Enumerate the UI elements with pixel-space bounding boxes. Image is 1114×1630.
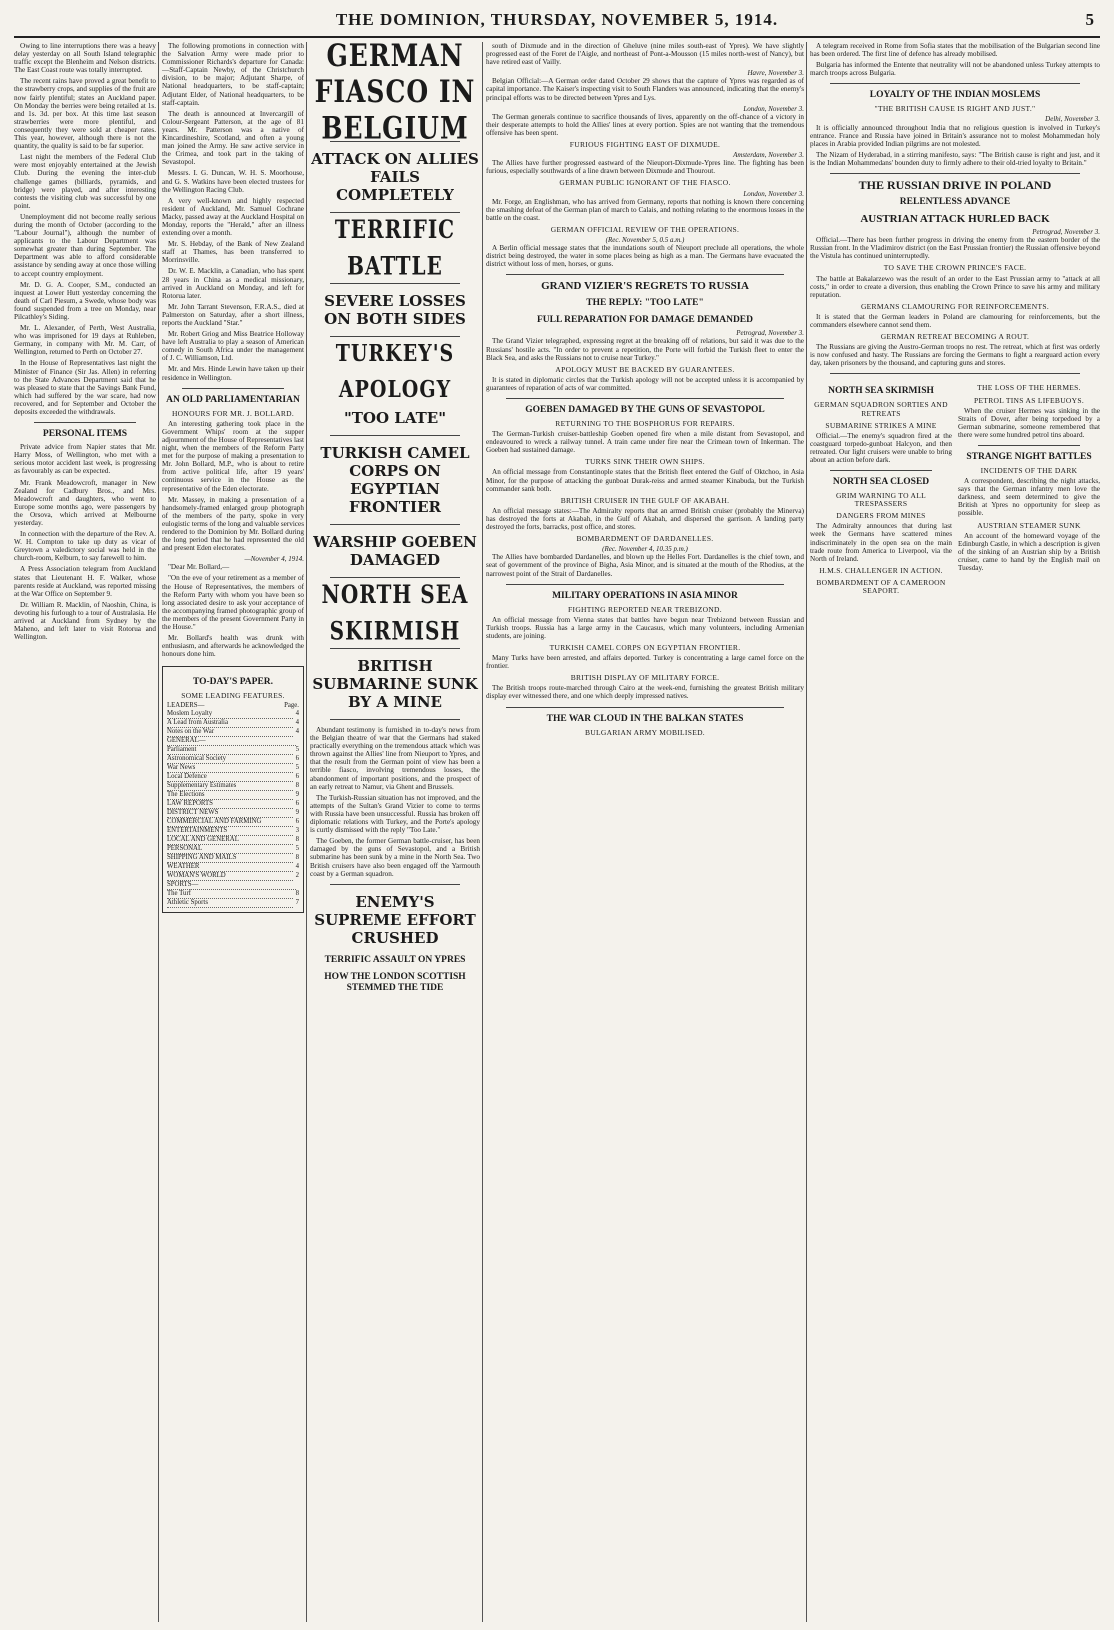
feature-name: Athletic Sports <box>167 899 293 908</box>
feature-row <box>167 719 299 728</box>
section-heading: AN OLD PARLIAMENTARIAN <box>166 394 300 405</box>
column-2 <box>162 42 304 1622</box>
section-heading: APOLOGY MUST BE BACKED BY GUARANTEES. <box>555 364 735 374</box>
feature-page: 5 <box>295 746 299 754</box>
section-subheading: TERRIFIC ASSAULT ON YPRES <box>324 954 466 965</box>
two-column-split <box>810 380 1100 597</box>
feature-row <box>167 800 299 809</box>
news-paragraph: Mr. D. G. A. Cooper, S.M., conducted an inquest at Lower Hutt yesterday concerning the death of Carl Piesum, a Swede, whose body was found suspended from a tree on Monday, near Pilcathley's Siding. <box>14 280 156 321</box>
news-paragraph: An official message states:—The Admiralty reports that an armed British cruiser (probably the Minerva) has destroyed the forts at Akabah, in the Gulf of Akabah, and dispersed the garrison. A landing party destroyed the forts, barracks, post office, and stores. <box>486 506 804 532</box>
feature-name: The Elections <box>167 791 293 800</box>
feature-row <box>167 782 299 791</box>
feature-page: 4 <box>295 728 299 736</box>
feature-page: 4 <box>295 710 299 718</box>
news-paragraph: It is stated in diplomatic circles that the Turkish apology will not be accepted unless it is accompanied by guarantees of reparation of acts of war committed. <box>486 375 804 392</box>
news-paragraph: Mr. Frank Meadowcroft, manager in New Zealand for Cadbury Bros., and Mrs. Meadowcroft and daughters, who went to Europe some months ago, were passengers by the Orsova, which arrived at Melbourne yesterday. <box>14 478 156 527</box>
section-heading: BOMBARDMENT OF DARDANELLES. <box>576 534 714 544</box>
section-subheading: BOMBARDMENT OF A CAMEROON SEAPORT. <box>816 577 946 596</box>
headline-deck: WARSHIP GOEBEN DAMAGED <box>313 533 477 569</box>
page-number: 5 <box>1085 10 1094 29</box>
feature-row <box>167 890 299 899</box>
feature-name: Moslem Loyalty <box>167 710 293 719</box>
column-4 <box>486 42 804 1622</box>
box-header-label: LEADERS— <box>167 702 205 710</box>
news-paragraph: The Nizam of Hyderabad, in a stirring manifesto, says: "The British cause is right and just, and it is the Indian Mohammedans' bounden duty to firmly adhere to their old-tried loyalty to Britain." <box>810 150 1100 167</box>
news-paragraph: Dr. W. E. Macklin, a Canadian, who has spent 28 years in China as a medical missionary, arrived in Auckland on Monday, and left for Rotorua later. <box>162 267 304 300</box>
news-paragraph: The Goeben, the former German battle-cruiser, has been damaged by the guns of Sevastopol, and a British submarine has been sunk by a mine in the North Sea. Two British cruisers have also been engaged off the Yarmouth coast by a German squadron. <box>310 837 480 878</box>
feature-name: The Turf <box>167 890 293 899</box>
feature-page: 4 <box>295 863 299 871</box>
news-paragraph: Official.—The enemy's squadron fired at the coastguard torpedo-gunboat Halcyon, and then retreated. Our light cruisers were unable to bring about an action before dark. <box>810 431 952 464</box>
headline-deck: "TOO LATE" <box>343 409 447 427</box>
section-heading: STRANGE NIGHT BATTLES <box>966 452 1092 462</box>
section-subheading: FIGHTING REPORTED NEAR TREBIZOND. <box>568 604 722 614</box>
news-paragraph: Mr. L. Alexander, of Perth, West Australia, who was imprisoned for 19 days at Ruhleben, Germany, in company with Mr. M. Carr, of Wellington, returned to Perth on October 27. <box>14 324 156 357</box>
news-paragraph: Last night the members of the Federal Club were most enjoyably entertained at the Jewish Club. During the evening the inter-club challenge games (billiards, pyramids, and bridge) were played, and after interesting contests the visiting club was successful by one point. <box>14 153 156 210</box>
column-5 <box>810 42 1100 1622</box>
feature-name: WEATHER <box>167 863 293 872</box>
news-paragraph: "On the eve of your retirement as a member of the House of Representatives, the members of the Reform Party with whom you have been so long associated desire to ask your acceptance of the accompanying framed photographic group of the members of the present Government Party in the House." <box>162 574 304 631</box>
feature-row <box>167 728 299 737</box>
column-3 <box>310 42 480 1622</box>
section-heading: MILITARY OPERATIONS IN ASIA MINOR <box>552 590 738 601</box>
feature-row <box>167 818 299 827</box>
box-header-page: Page. <box>284 702 299 710</box>
feature-name: Supplementary Estimates <box>167 782 293 791</box>
feature-row <box>167 881 299 890</box>
feature-page: 8 <box>295 782 299 790</box>
feature-page: 2 <box>295 872 299 880</box>
feature-name: COMMERCIAL AND FARMING <box>167 818 293 827</box>
news-paragraph: A correspondent, describing the night attacks, says that the German infantry men love the darkness, and seem determined to give the British at Ypres no opportunity for sleep as possible. <box>958 477 1100 518</box>
divider <box>182 388 284 389</box>
section-heading: GOEBEN DAMAGED BY THE GUNS OF SEVASTOPOL <box>525 405 765 415</box>
section-heading: GERMANS CLAMOURING FOR REINFORCEMENTS. <box>860 301 1050 311</box>
dateline: London, November 3. <box>743 189 804 198</box>
section-subheading: GERMAN SQUADRON SORTIES AND RETREATS <box>814 400 948 418</box>
news-paragraph: The German-Turkish cruiser-battleship Goeben opened fire when a mile distant from Sevastopol, and endeavoured to wreck a railway tunnel. A train came under fire near the Crimean town of Inkerman. The Goeben had sustained damage. <box>486 430 804 455</box>
feature-row <box>167 755 299 764</box>
section-heading: GERMAN PUBLIC IGNORANT OF THE FIASCO. <box>559 178 731 188</box>
headline-deck: TERRIFIC BATTLE <box>334 214 456 281</box>
headline-deck: BRITISH SUBMARINE SUNK BY A MINE <box>312 657 478 711</box>
section-heading: THE LOSS OF THE HERMES. <box>977 383 1081 393</box>
dateline: Petrograd, November 3. <box>1032 228 1100 237</box>
feature-row <box>167 827 299 836</box>
news-paragraph: Mr. Bollard's health was drunk with enthusiasm, and afterwards he acknowledged the honours done him. <box>162 634 304 659</box>
news-paragraph: Many Turks have been arrested, and affairs deported. Turkey is concentrating a large camel force on the frontier. <box>486 654 804 671</box>
feature-page: 6 <box>295 800 299 808</box>
section-heading: THE WAR CLOUD IN THE BALKAN STATES <box>546 713 744 724</box>
masthead <box>14 6 1100 38</box>
feature-name: LAW REPORTS <box>167 800 293 809</box>
feature-page: 9 <box>295 791 299 799</box>
news-paragraph: The Grand Vizier telegraphed, expressing regret at the breaking off of relations, but said it was due to the Russians' hostile acts. "In order to prevent a repetition, the Porte will forbid the Turkish fleet to enter the Black Sea, and asks the Russians not to cruise near Turkey." <box>486 337 804 362</box>
divider <box>830 83 1080 84</box>
feature-row <box>167 791 299 800</box>
news-paragraph: A telegram received in Rome from Sofia states that the mobilisation of the Bulgarian second line has been ordered. The first line of defence has already mobilised. <box>810 42 1100 59</box>
lead-headline: GERMAN FIASCO IN BELGIUM <box>314 42 476 146</box>
section-subheading: INCIDENTS OF THE DARK <box>980 466 1078 475</box>
column-1 <box>14 42 156 1622</box>
news-paragraph: Mr. Robert Griog and Miss Beatrice Holloway have left Australia to play a season of American comedy in South Africa under the management of J. C. Williamson, Ltd. <box>162 330 304 363</box>
news-paragraph: Unemployment did not become really serious during the month of October (according to the "Labour Journal"), although the number of applicants to the Labour Department was somewhat greater than during September. The Department was able to afford considerable assistance by sending away at once those willing to accept country employment. <box>14 212 156 278</box>
news-paragraph: The following promotions in connection with the Salvation Army were made prior to Commissioner Richards's departure for Canada:—Staff-Captain Newby, of the Christchurch division, to be major; Adjutant Sharpe, of National headquarters, to be staff-captain; Adjutant Elder, of National headquarters, to be staff-captain. <box>162 42 304 107</box>
news-paragraph: Belgian Official:—A German order dated October 29 shows that the capture of Ypres was regarded as of capital importance. The Kaiser's inspecting visit to South Flanders was announced, indicating that the enemy's principal efforts was to be directed between Ypres and Lys. <box>486 77 804 102</box>
news-paragraph: Mr. Forge, an Englishman, who has arrived from Germany, reports that nothing is known there concerning the smashing defeat of the German plan of march to Calais, and nothing relating to the enormous losses in the battle on the coast. <box>486 197 804 222</box>
news-paragraph: An official message from Constantinople states that the British fleet entered the Gulf of Oktchoo, in Asia Minor, for the purpose of attacking the gunboat Durak-reiss and armed steamer Kinabuda, but the Turkish commander sank both. <box>486 468 804 493</box>
section-heading: FURIOUS FIGHTING EAST OF DIXMUDE. <box>569 140 721 150</box>
feature-name: ENTERTAINMENTS <box>167 827 293 836</box>
section-subheading: HOW THE LONDON SCOTTISH STEMMED THE TIDE <box>324 971 466 993</box>
feature-page: 6 <box>295 755 299 763</box>
divider <box>506 707 784 708</box>
headline-deck: ATTACK ON ALLIES FAILS COMPLETELY <box>311 150 479 204</box>
feature-row <box>167 872 299 881</box>
feature-page: 3 <box>295 827 299 835</box>
news-paragraph: The German generals continue to sacrifice thousands of lives, apparently on the off-chance of a victory in their desperate attempts to hold the Allies' lines at every portion. Spies are not wanting that the tremendous offensive has been spent. <box>486 112 804 137</box>
news-paragraph: The death is announced at Invercargill of Colour-Sergeant Patterson, at the age of 81 years. Mr. Patterson was a native of Kincardineshire, Scotland, and often a young man joined the Army. He saw active service in the Crimea, and took part in the taking of Sevastopol. <box>162 109 304 167</box>
divider <box>506 584 784 585</box>
news-paragraph: The battle at Bakalarzewo was the result of an order to the East Prussian army to "attack at all costs," in order to create a diversion, thus enabling the Crown Prince to save his army and military reputation. <box>810 274 1100 299</box>
divider <box>330 435 460 436</box>
feature-page: 4 <box>295 719 299 727</box>
feature-name: Local Defence <box>167 773 293 782</box>
section-subheading: GRIM WARNING TO ALL TRESPASSERS <box>835 491 927 509</box>
section-subheading: FULL REPARATION FOR DAMAGE DEMANDED <box>536 315 754 326</box>
box-header-row <box>167 702 299 710</box>
section-heading: THE RUSSIAN DRIVE IN POLAND <box>858 178 1052 193</box>
news-paragraph: The recent rains have proved a great benefit to the strawberry crops, and supplies of the fruit are now fairly plentiful; states an Auckland paper. On Monday the berries were being retailed at 1s. and 1s. 3d. per box. At this time last season strawberries were more plentiful, and consequently they were sold at cheaper rates. This year, however, although there is not the quantity, the quality is said to be far superior. <box>14 77 156 151</box>
feature-name: War News <box>167 764 293 773</box>
news-paragraph: Owing to line interruptions there was a heavy delay yesterday on all South Island telegraphic traffic except the Blenheim and Nelson districts. The East Coast route was totally interrupted. <box>14 42 156 75</box>
feature-name: SHIPPING AND MAILS <box>167 854 293 863</box>
feature-name: WOMAN'S WORLD <box>167 872 293 881</box>
section-subheading: AUSTRIAN ATTACK HURLED BACK <box>860 213 1050 226</box>
feature-name: LOCAL AND GENERAL <box>167 836 293 845</box>
headline-deck: TURKISH CAMEL CORPS ON EGYPTIAN FRONTIER <box>320 444 470 516</box>
news-paragraph: A Press Association telegram from Auckland states that Lieutenant H. F. Walker, whose parents reside at Auckland, was reported missing at the War Office on September 9. <box>14 565 156 598</box>
divider <box>506 274 784 275</box>
feature-row <box>167 845 299 854</box>
feature-name: SPORTS— <box>167 881 296 890</box>
divider <box>830 373 1080 374</box>
section-heading: BRITISH CRUISER IN THE GULF OF AKABAH. <box>560 495 730 505</box>
news-paragraph: An interesting gathering took place in the Government Whips' room at the supper adjournment of the House of Representatives last night, when the members of the Reform Party met for the purpose of making a presentation to Mr. John Bollard, M.P., who is about to retire from active political life, after 19 years' continuous service in the House as the representative of the Eden electorate. <box>162 419 304 493</box>
feature-row <box>167 773 299 782</box>
section-subheading: DANGERS FROM MINES <box>836 511 926 521</box>
section-heading: LOYALTY OF THE INDIAN MOSLEMS <box>869 90 1041 101</box>
feature-page: 7 <box>295 899 299 907</box>
section-subheading: RETURNING TO THE BOSPHORUS FOR REPAIRS. <box>555 419 735 428</box>
masthead-title: THE DOMINION, THURSDAY, NOVEMBER 5, 1914. <box>335 10 779 29</box>
feature-name: A Lead from Australia <box>167 719 293 728</box>
section-heading: BRITISH DISPLAY OF MILITARY FORCE. <box>570 673 720 683</box>
dateline: Delhi, November 3. <box>1045 115 1100 124</box>
feature-page: 5 <box>295 845 299 853</box>
feature-page: 9 <box>295 809 299 817</box>
headline-deck: TURKEY'S APOLOGY <box>335 339 455 404</box>
received-line: (Rec. November 4, 10.35 p.m.) <box>602 545 688 554</box>
feature-name: Astronomical Society <box>167 755 293 764</box>
section-heading: TO SAVE THE CROWN PRINCE'S FACE. <box>883 263 1027 273</box>
news-paragraph: In connection with the departure of the Rev. A. W. H. Compton to take up duty as vicar of Greytown a valedictory social was held in the church-room, Kelburn, to say farewell to him. <box>14 530 156 563</box>
news-paragraph: south of Dixmude and in the direction of Gheluve (nine miles south-east of Ypres). We have slightly progressed east of the Foret de l'Aigle, and northeast of Pont-a-Mousson (15 miles north-west of Nancy), but have retired east of Vailly. <box>486 42 804 67</box>
divider <box>330 719 460 720</box>
headline-deck: NORTH SEA SKIRMISH <box>321 579 469 646</box>
newspaper-columns <box>14 42 1100 1622</box>
feature-row <box>167 710 299 719</box>
feature-name: Parliament <box>167 746 293 755</box>
news-paragraph: It is stated that the German leaders in Poland are clamouring for reinforcements, but the commanders elsewhere cannot send them. <box>810 312 1100 329</box>
section-heading: TURKISH CAMEL CORPS ON EGYPTIAN FRONTIER. <box>549 642 741 652</box>
feature-page: 6 <box>295 818 299 826</box>
section-subheading: "THE BRITISH CAUSE IS RIGHT AND JUST." <box>874 104 1036 114</box>
headline-deck: SEVERE LOSSES ON BOTH SIDES <box>324 292 466 328</box>
box-title: TO-DAY'S PAPER. <box>192 677 274 688</box>
news-paragraph: An account of the homeward voyage of the Edinburgh Castle, in which a description is given of the sinking of an Austrian ship by a British cruiser, came to hand by the English mail on Tuesday. <box>958 531 1100 573</box>
feature-name: GENERAL— <box>167 737 296 746</box>
news-paragraph: Mr. John Tarrant Stevenson, F.R.A.S., died at Palmerston on Saturday, after a short illness, reports the Auckland "Star." <box>162 302 304 327</box>
dateline: Amsterdam, November 3. <box>733 151 804 160</box>
feature-row <box>167 854 299 863</box>
news-paragraph: In the House of Representatives last night the Minister of Finance (Sir Jas. Allen) in referring to the State Advances Department said that he was pleased to state that the Savings Bank Fund, which had suffered by the war scare, had now recovered, and for September and October the deposits exceeded the withdrawals. <box>14 359 156 417</box>
divider <box>330 884 460 885</box>
news-paragraph: The Turkish-Russian situation has not improved, and the attempts of the Sultan's Grand Vizier to come to terms with Russia have been unsuccessful. Russia has broken off diplomatic relations with Turkey, and the Porte's apology is curtly dismissed with the reply "Too Late." <box>310 793 480 835</box>
dateline: London, November 3. <box>743 104 804 113</box>
news-paragraph: A very well-known and highly respected resident of Auckland, Mr. Samuel Cochrane Macky, passed away at the Auckland Hospital on Monday, reports the "Herald," after an illness extending over a month. <box>162 196 304 238</box>
section-heading: H.M.S. CHALLENGER IN ACTION. <box>819 565 943 575</box>
section-subheading: SUBMARINE STRIKES A MINE <box>825 420 937 430</box>
feature-row <box>167 764 299 773</box>
section-subheading: HONOURS FOR MR. J. BOLLARD. <box>171 408 295 418</box>
news-paragraph: The British troops route-marched through Cairo at the week-end, furnishing the greatest British military display ever witnessed there, and one which deeply impressed natives. <box>486 684 804 701</box>
feature-page: 5 <box>295 764 299 772</box>
section-heading: NORTH SEA SKIRMISH <box>828 386 934 397</box>
feature-row <box>167 899 299 908</box>
news-paragraph: When the cruiser Hermes was sinking in the Straits of Dover, after being torpedoed by a German submarine, someone remembered that there were some hundred petrol tins aboard. <box>958 406 1100 439</box>
news-paragraph: Mr. S. Hebday, of the Bank of New Zealand staff at Thames, has been transferred to Morrinsville. <box>162 240 304 265</box>
section-subheading: BULGARIAN ARMY MOBILISED. <box>585 727 705 737</box>
feature-name: PERSONAL <box>167 845 293 854</box>
section-heading: AUSTRIAN STEAMER SUNK <box>977 520 1081 530</box>
feature-page: 6 <box>295 773 299 781</box>
feature-page: 8 <box>295 836 299 844</box>
news-paragraph: Mr. Massey, in making a presentation of a handsomely-framed enlarged group photograph of the members of the party, spoke in very eulogistic terms of the long and valuable services rendered to the Dominion by Mr. Bollard during the long period that he had represented the old and present Eden electorates. <box>162 495 304 553</box>
divider <box>830 470 932 471</box>
feature-page: 8 <box>295 854 299 862</box>
column-rule <box>806 42 807 1622</box>
news-paragraph: A Berlin official message states that the inundations south of Nieuport preclude all operations, the whole district being destroyed, the water in some places being as high as a man. The Germans have evacuated the district without loss of men, horses, or guns. <box>486 244 804 269</box>
dateline: —November 4, 1914. <box>244 555 304 564</box>
feature-page: 8 <box>295 890 299 898</box>
news-paragraph: Bulgaria has informed the Entente that neutrality will not be abandoned unless Turkey attempts to march troops across Bulgaria. <box>810 61 1100 78</box>
news-paragraph: Dr. William R. Macklin, of Naoshin, China, is devoting his furlough to a tour of Australasia. He arrived at Auckland from Sydney by the Maheno, and left later to visit Rotorua and Wellington. <box>14 600 156 642</box>
news-paragraph: The Allies have further progressed eastward of the Nieuport-Dixmude-Ypres line. The fighting has been furious, especially southwards of a line drawn between Dixmude and Thourout. <box>486 159 804 176</box>
section-heading: ENEMY'S SUPREME EFFORT CRUSHED <box>314 892 476 947</box>
split-left <box>810 380 952 597</box>
split-right <box>958 380 1100 597</box>
news-paragraph: An official message from Vienna states that battles have begun near Trebizond between Russian and Turkish troops. Russia has a large army in the Caucasus, which many volunteers, including Armenian students, are joining. <box>486 615 804 640</box>
news-paragraph: The Admiralty announces that during last week the Germans have scattered mines indiscriminately in the open sea on the main trade route from America to Liverpool, via the North of Ireland. <box>810 522 952 563</box>
news-paragraph: Private advice from Napier states that Mr. Harry Moss, of Wellington, who met with a serious motor accident last week, is progressing as favourably as can be expected. <box>14 443 156 476</box>
news-paragraph: Mr. and Mrs. Hinde Lewin have taken up their residence in Wellington. <box>162 365 304 382</box>
divider <box>506 398 784 399</box>
section-heading: GERMAN OFFICIAL REVIEW OF THE OPERATIONS. <box>550 224 740 234</box>
dateline: Havre, November 3. <box>747 69 804 78</box>
column-rule <box>482 42 483 1622</box>
feature-row <box>167 863 299 872</box>
feature-row <box>167 746 299 755</box>
news-paragraph: "Dear Mr. Bollard,— <box>168 563 230 572</box>
news-paragraph: The Russians are giving the Austro-German troops no rest. The retreat, which at first was orderly is now confused and hasty. The Russians are forcing the Germans to fight a rearguard action every day, taken prisoners by the thousand, and capturing guns and stores. <box>810 343 1100 368</box>
todays-paper-box <box>162 666 304 913</box>
column-rule <box>306 42 307 1622</box>
feature-row <box>167 737 299 746</box>
news-paragraph: Messrs. I. G. Duncan, W. H. S. Moorhouse, and G. S. Watkins have been elected trustees for the Wellington Racing Club. <box>162 169 304 194</box>
section-subheading: THE REPLY: "TOO LATE" <box>586 298 704 309</box>
divider <box>330 524 460 525</box>
feature-row <box>167 809 299 818</box>
section-heading: NORTH SEA CLOSED <box>832 477 930 488</box>
section-subheading: RELENTLESS ADVANCE <box>899 197 1011 208</box>
section-heading: GRAND VIZIER'S REGRETS TO RUSSIA <box>541 280 749 293</box>
section-heading: GERMAN RETREAT BECOMING A ROUT. <box>880 332 1030 342</box>
section-heading: TURKS SINK THEIR OWN SHIPS. <box>585 457 705 467</box>
section-heading-personal: PERSONAL ITEMS <box>42 429 128 440</box>
section-subheading: PETROL TINS AS LIFEBUOYS. <box>973 395 1084 405</box>
feature-name: DISTRICT NEWS <box>167 809 293 818</box>
box-subtitle: SOME LEADING FEATURES. <box>181 691 285 701</box>
news-paragraph: Abundant testimony is furnished in to-day's news from the Belgian theatre of war that the Germans had staked practically everything on the tremendous attack which was thrown against the Allies' line from Nieuport to Ypres, and that the result from the German point of view has been a terrible fiasco, involving tremendous losses, the abandonment of important positions, and the prospect of an early retreat to Namur, via Ghent and Brussels. <box>310 726 480 791</box>
feature-row <box>167 836 299 845</box>
news-paragraph: The Allies have bombarded Dardanelles, and blown up the Helles Fort. Dardanelles is the chief town, and seat of government of the province of Bigha, Asia Minor, and is situated at the mouth of the Rhodius, at the narrowest point of the Strait of Dardanelles. <box>486 553 804 578</box>
column-rule <box>158 42 159 1622</box>
features-list <box>167 710 299 908</box>
news-paragraph: Official.—There has been further progress in driving the enemy from the eastern border of the Russian front. In the Vladimirov district (on the East Prussian frontier) the Russian offensive beyond the Vistula has continued uninterruptedly. <box>810 236 1100 261</box>
dateline: Petrograd, November 3. <box>736 329 804 338</box>
divider <box>34 422 136 423</box>
divider <box>978 445 1080 446</box>
divider <box>830 173 1080 174</box>
feature-name: Notes on the War <box>167 728 293 737</box>
received-line: (Rec. November 5, 0.5 a.m.) <box>605 235 685 244</box>
news-paragraph: It is officially announced throughout India that no religious question is involved in Turkey's entrance. France and Russia have joined in Britain's assurance not to molest Mohammedan holy places in Arabia provided Indian pilgrims are not molested. <box>810 123 1100 148</box>
